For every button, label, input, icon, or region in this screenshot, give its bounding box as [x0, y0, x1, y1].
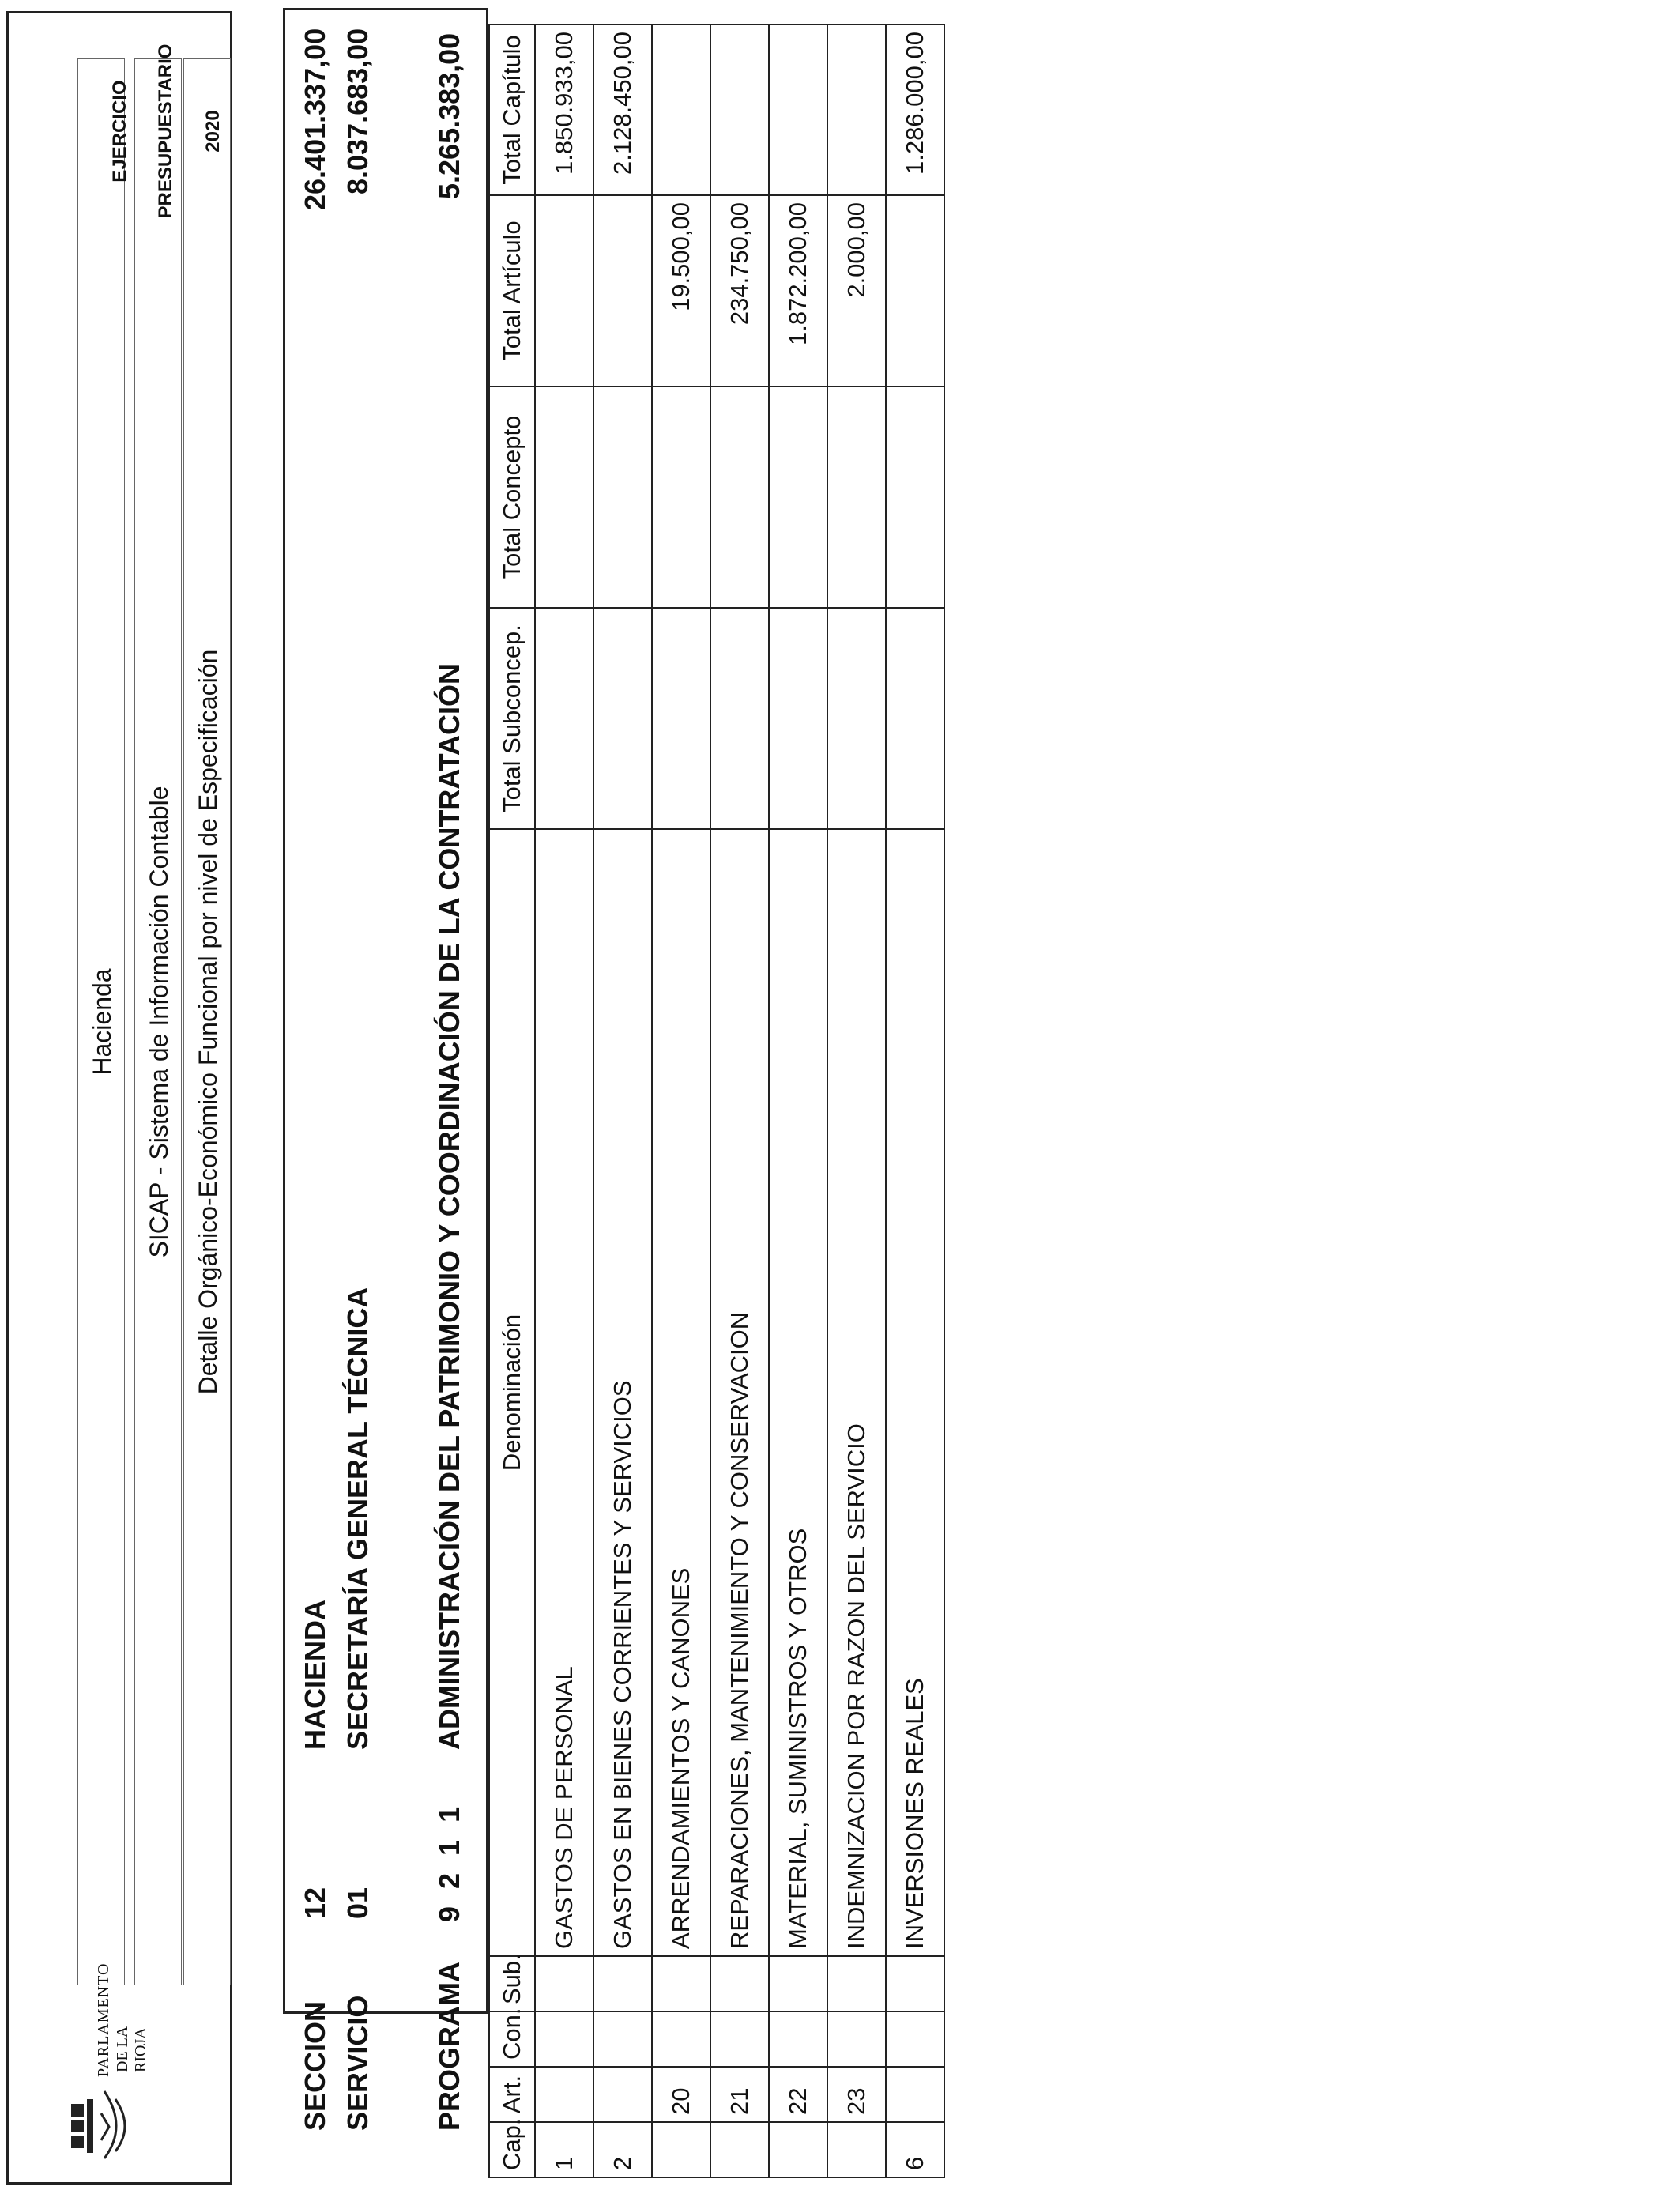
cell-total-concepto [535, 386, 593, 608]
servicio-label: SERVICIO [341, 1995, 374, 2131]
cell-sub [593, 1956, 652, 2011]
cell-denominacion: MATERIAL, SUMINISTROS Y OTROS [769, 829, 827, 1956]
cell-total-articulo: 234.750,00 [710, 195, 769, 386]
cell-con [886, 2011, 944, 2067]
cell-total-subconcep [886, 608, 944, 829]
cell-cap [769, 2122, 827, 2177]
cell-con [769, 2011, 827, 2067]
header-denominacion: Denominación [489, 829, 535, 1956]
header-cap: Cap. [489, 2122, 535, 2177]
cell-total-concepto [886, 386, 944, 608]
cell-denominacion: GASTOS EN BIENES CORRIENTES Y SERVICIOS [593, 829, 652, 1956]
cell-con [827, 2011, 886, 2067]
cell-con [652, 2011, 710, 2067]
cell-total-concepto [652, 386, 710, 608]
logo-line2: DE LA RIOJA [114, 2026, 149, 2072]
table-row [710, 25, 769, 2177]
cell-total-capitulo: 2.128.450,00 [593, 25, 652, 195]
programa-code: 9 2 1 1 [433, 1801, 465, 1922]
seccion-label: SECCION [299, 2000, 331, 2131]
cell-total-articulo: 2.000,00 [827, 195, 886, 386]
presupuestario-label: PRESUPUESTARIO [155, 43, 176, 219]
seccion-code: 12 [299, 1887, 331, 1919]
budget-table [488, 24, 945, 2178]
seccion-name: HACIENDA [299, 1599, 331, 1750]
header-sub: Sub. [489, 1956, 535, 2011]
programa-label: PROGRAMA [433, 1962, 465, 2131]
cell-cap [827, 2122, 886, 2177]
system-title: SICAP - Sistema de Información Contable [134, 58, 182, 1985]
header-total-concepto: Total Concepto [489, 386, 535, 608]
cell-sub [710, 1956, 769, 2011]
cell-sub [769, 1956, 827, 2011]
year-label: 2020 [202, 110, 224, 153]
cell-total-articulo [535, 195, 593, 386]
table-row [593, 25, 652, 2177]
table-header-row [489, 25, 535, 2177]
cell-sub [886, 1956, 944, 2011]
cell-cap: 2 [593, 2122, 652, 2177]
servicio-code: 01 [341, 1887, 374, 1919]
cell-denominacion: INDEMNIZACION POR RAZON DEL SERVICIO [827, 829, 886, 1956]
cell-total-concepto [593, 386, 652, 608]
cell-art [535, 2067, 593, 2122]
cell-total-subconcep [652, 608, 710, 829]
cell-total-concepto [710, 386, 769, 608]
cell-total-capitulo [710, 25, 769, 195]
cell-sub [652, 1956, 710, 2011]
table-row [886, 25, 944, 2177]
header-total-articulo: Total Artículo [489, 195, 535, 386]
cell-total-capitulo: 1.850.933,00 [535, 25, 593, 195]
cell-art: 23 [827, 2067, 886, 2122]
cell-cap [710, 2122, 769, 2177]
cell-total-capitulo: 1.286.000,00 [886, 25, 944, 195]
cell-total-subconcep [535, 608, 593, 829]
cell-art [886, 2067, 944, 2122]
cell-total-concepto [827, 386, 886, 608]
cell-total-capitulo [652, 25, 710, 195]
header-art: Art. [489, 2067, 535, 2122]
header-total-capitulo: Total Capítulo [489, 25, 535, 195]
cell-denominacion: INVERSIONES REALES [886, 829, 944, 1956]
table-row [827, 25, 886, 2177]
cell-denominacion: GASTOS DE PERSONAL [535, 829, 593, 1956]
cell-con [593, 2011, 652, 2067]
cell-sub [827, 1956, 886, 2011]
parliament-logo [24, 1962, 213, 2162]
org-title: Hacienda [77, 58, 125, 1985]
logo-line1: PARLAMENTO [95, 1962, 112, 2077]
cell-denominacion: ARRENDAMIENTOS Y CANONES [652, 829, 710, 1956]
cell-sub [535, 1956, 593, 2011]
table-row [535, 25, 593, 2177]
servicio-name: SECRETARÍA GENERAL TÉCNICA [341, 1287, 374, 1750]
cell-cap: 1 [535, 2122, 593, 2177]
report-title: Detalle Orgánico-Económico Funcional por nivel de Especificación [183, 58, 231, 1985]
cell-total-articulo: 1.872.200,00 [769, 195, 827, 386]
servicio-total: 8.037.683,00 [341, 28, 374, 194]
ejercicio-label: EJERCICIO [109, 80, 130, 183]
cell-total-subconcep [593, 608, 652, 829]
cell-art: 21 [710, 2067, 769, 2122]
cell-total-capitulo [769, 25, 827, 195]
table-row [769, 25, 827, 2177]
cell-total-subconcep [710, 608, 769, 829]
cell-con [710, 2011, 769, 2067]
cell-total-subconcep [769, 608, 827, 829]
cell-total-articulo [886, 195, 944, 386]
cell-con [535, 2011, 593, 2067]
parliament-emblem-icon [55, 2075, 150, 2162]
programa-total: 5.265.383,00 [433, 32, 465, 199]
cell-cap [652, 2122, 710, 2177]
cell-cap: 6 [886, 2122, 944, 2177]
programa-name: ADMINISTRACIÓN DEL PATRIMONIO Y COORDINACIÓN DE LA CONTRATACIÓN [433, 664, 465, 1750]
cell-art: 20 [652, 2067, 710, 2122]
cell-total-articulo [593, 195, 652, 386]
cell-total-concepto [769, 386, 827, 608]
table-row [652, 25, 710, 2177]
header-total-subconcep: Total Subconcep. [489, 608, 535, 829]
cell-total-capitulo [827, 25, 886, 195]
cell-art [593, 2067, 652, 2122]
seccion-total: 26.401.337,00 [299, 28, 331, 210]
cell-art: 22 [769, 2067, 827, 2122]
cell-total-subconcep [827, 608, 886, 829]
cell-denominacion: REPARACIONES, MANTENIMIENTO Y CONSERVACION [710, 829, 769, 1956]
cell-total-articulo: 19.500,00 [652, 195, 710, 386]
header-con: Con. [489, 2011, 535, 2067]
